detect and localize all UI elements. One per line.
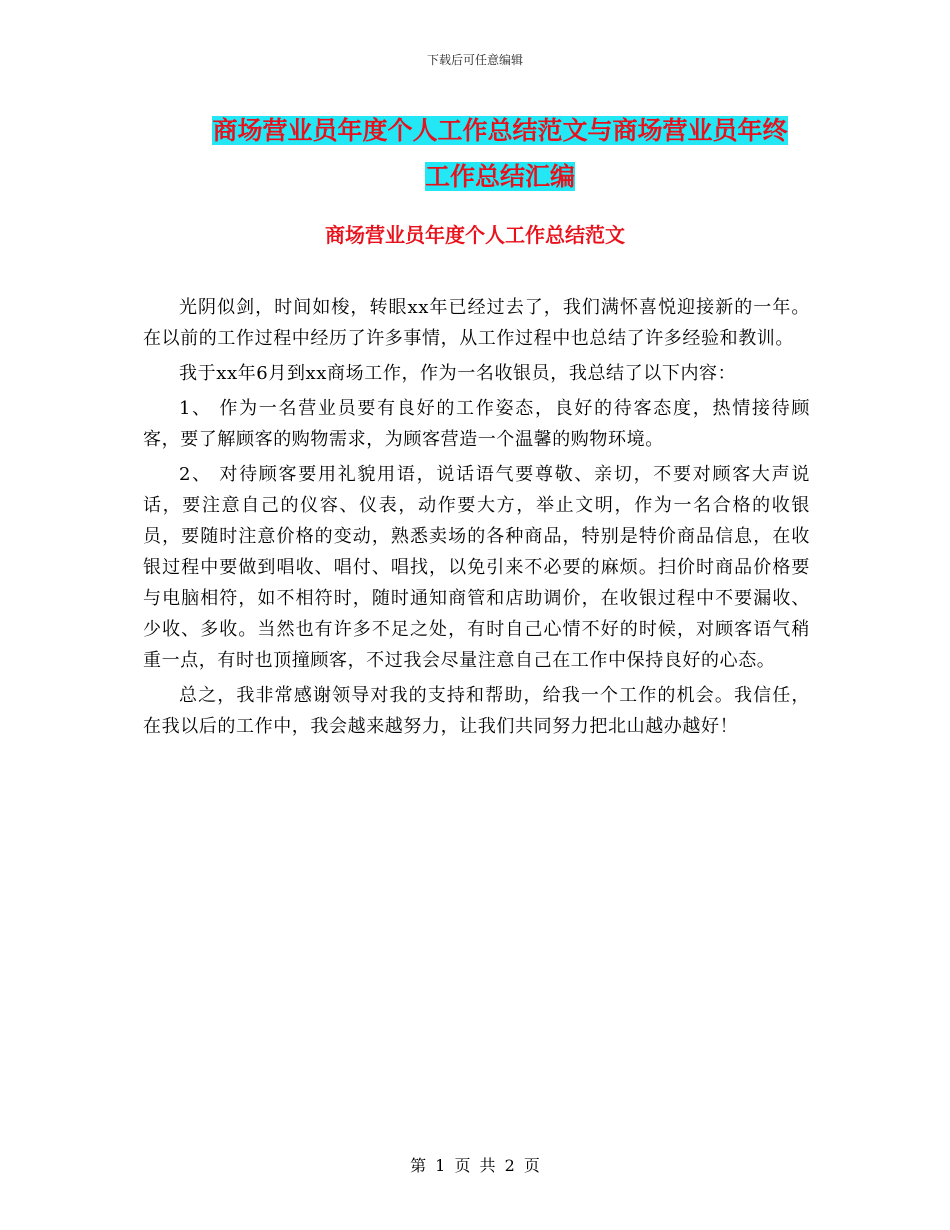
document-body [143,292,810,746]
document-title-line-1: 商场营业员年度个人工作总结范文与商场营业员年终 [212,116,788,145]
section-title: 商场营业员年度个人工作总结范文 [325,223,625,247]
paragraph: 1、 作为一名营业员要有良好的工作姿态，良好的待客态度，热情接待顾客，要了解顾客的购物需求，为顾客营造一个温馨的购物环境。 [143,398,810,450]
paragraph: 2、 对待顾客要用礼貌用语，说话语气要尊敬、亲切，不要对顾客大声说话，要注意自己的仪容、仪表，动作要大方，举止文明，作为一名合格的收银员，要随时注意价格的变动，熟悉卖场的各种商品，特别是特价商品信息，在收银过程中要做到唱收、唱付、唱找，以免引来不必要的麻烦。扫价时商品价格要与电脑相符，如不相符时，随时通知商管和店助调价，在收银过程中不要漏收、少收、多收。当然也有许多不足之处，有时自己心情不好的时候，对顾客语气稍重一点，有时也顶撞顾客，不过我会尽量注意自己在工作中保持良好的心态。 [143,464,810,671]
document-title-line-2: 工作总结汇编 [424,162,575,191]
paragraph: 总之，我非常感谢领导对我的支持和帮助，给我一个工作的机会。我信任，在我以后的工作中，我会越来越努力，让我们共同努力把北山越办越好！ [143,685,810,737]
page-header-note: 下载后可任意编辑 [426,53,523,67]
paragraph: 我于xx年6月到xx商场工作，作为一名收银员，我总结了以下内容： [179,363,737,384]
page-number: 第 1 页 共 2 页 [410,1156,540,1175]
document-title [120,108,880,200]
paragraph: 光阴似剑，时间如梭，转眼xx年已经过去了，我们满怀喜悦迎接新的一年。在以前的工作过程中经历了许多事情，从工作过程中也总结了许多经验和教训。 [143,297,810,349]
